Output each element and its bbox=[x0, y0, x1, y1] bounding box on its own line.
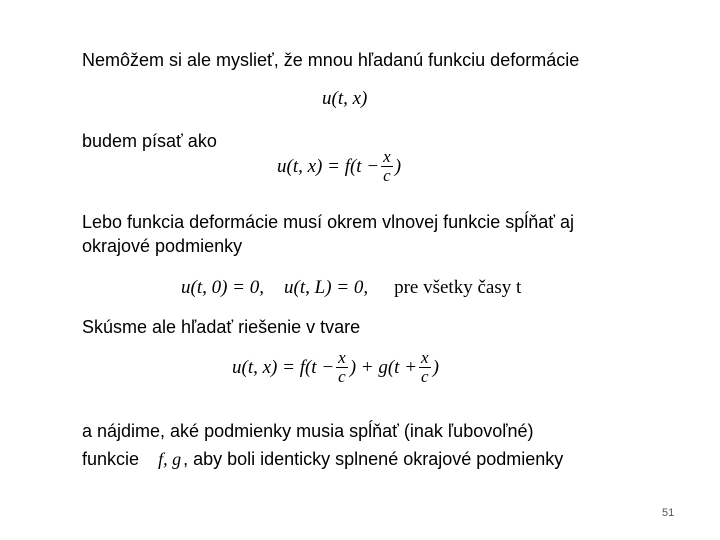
text-line-7-start: funkcie bbox=[82, 449, 140, 469]
equation-definition bbox=[277, 148, 401, 185]
equation-general-rhs: ) bbox=[432, 356, 439, 378]
equation-definition-lhs: u(t, x) = f(t − bbox=[277, 155, 380, 177]
equation-general-mid: ) + g(t + bbox=[349, 356, 418, 378]
fraction-x-over-c-1 bbox=[336, 349, 348, 386]
fraction-x-over-c bbox=[381, 148, 393, 185]
text-line-2: budem písať ako bbox=[82, 131, 217, 151]
boundary-condition-left: u(t, 0) = 0, bbox=[181, 277, 265, 298]
fraction-denominator: c bbox=[421, 367, 429, 386]
text-line-5: Skúsme ale hľadať riešenie v tvare bbox=[82, 317, 361, 337]
inline-math-f-g: f, g bbox=[158, 449, 182, 469]
equation-u-tx bbox=[322, 88, 367, 110]
boundary-condition-right: u(t, L) = 0, bbox=[284, 277, 369, 298]
fraction-numerator: x bbox=[338, 348, 346, 367]
fraction-numerator: x bbox=[383, 147, 391, 166]
page-number: 51 bbox=[662, 507, 675, 519]
equation-definition-rhs: ) bbox=[394, 155, 402, 177]
fraction-denominator: c bbox=[383, 166, 391, 185]
equation-general-solution bbox=[232, 349, 439, 386]
boundary-condition-note: pre všetky časy t bbox=[394, 277, 522, 298]
fraction-x-over-c-2 bbox=[419, 349, 431, 386]
text-line-6: a nájdime, aké podmienky musia spĺňať (inak ľubovoľné) bbox=[82, 421, 534, 441]
fraction-denominator: c bbox=[338, 367, 346, 386]
text-line-3: Lebo funkcia deformácie musí okrem vlnovej funkcie spĺňať aj bbox=[82, 212, 574, 232]
equation-u-tx-text: u(t, x) bbox=[322, 88, 368, 109]
text-line-7 bbox=[82, 447, 563, 471]
text-line-4: okrajové podmienky bbox=[82, 236, 243, 256]
fraction-numerator: x bbox=[421, 348, 429, 367]
equation-boundary-conditions bbox=[181, 277, 521, 299]
text-line-1: Nemôžem si ale myslieť, že mnou hľadanú funkciu deformácie bbox=[82, 50, 580, 70]
text-line-7-end: , aby boli identicky splnené okrajové podmienky bbox=[183, 449, 564, 469]
equation-general-lhs: u(t, x) = f(t − bbox=[232, 356, 335, 378]
